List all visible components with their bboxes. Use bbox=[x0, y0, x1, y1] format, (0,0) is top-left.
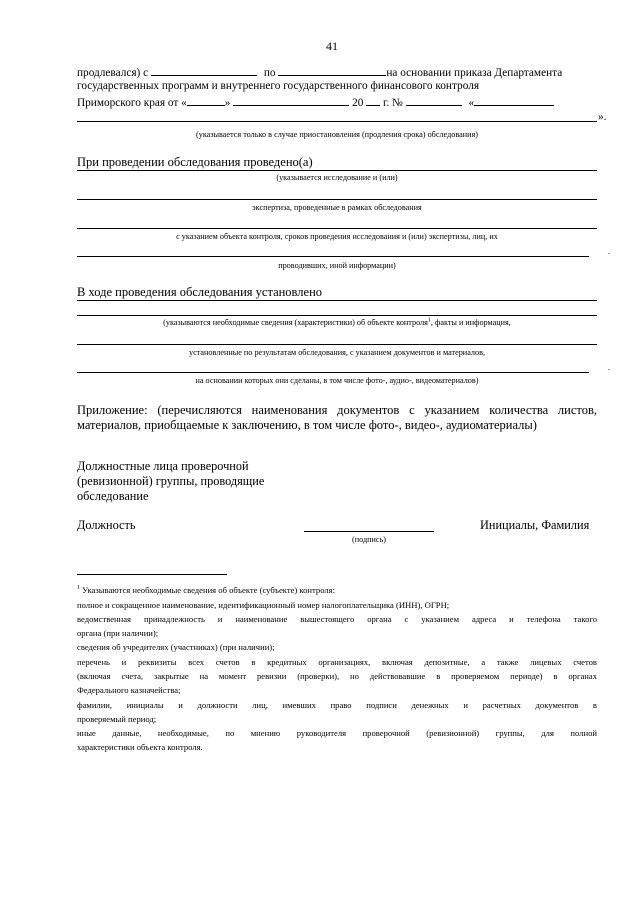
page-number: 41 bbox=[326, 39, 338, 53]
established-line-dot: . bbox=[608, 363, 611, 372]
footnote-item-5-line-2: проверяемый период; bbox=[77, 714, 157, 724]
footnote-item-6-line-1: иные данные, необходимые, по мнению руководителя проверочной (ревизионной) группы, для полной bbox=[77, 728, 597, 738]
signature-line bbox=[304, 531, 434, 532]
footnote-item-6-line-2: характеристики объекта контроля. bbox=[77, 742, 203, 752]
appendix-line-1: Приложение: (перечисляются наименования документов с указанием количества листов, bbox=[77, 403, 597, 417]
intro-line-1 bbox=[77, 64, 562, 80]
established-hint-1 bbox=[77, 318, 597, 328]
intro-to-label: по bbox=[263, 67, 276, 79]
intro-basis-text: на основании приказа Департамента bbox=[386, 67, 563, 79]
position-label: Должность bbox=[77, 518, 136, 532]
order-name-blank bbox=[474, 94, 554, 106]
intro-line-3 bbox=[77, 94, 554, 110]
intro-number-label: г. № bbox=[383, 97, 403, 109]
established-hint-1-text: (указываются необходимые сведения (характеристики) об объекте контроля bbox=[163, 318, 428, 327]
footnote-item-3: сведения об учредителях (участниках) (при наличии); bbox=[77, 642, 275, 652]
footnote-marker: 1 bbox=[77, 585, 80, 592]
established-line-2 bbox=[77, 315, 597, 316]
year-blank bbox=[366, 94, 380, 106]
established-hint-1-tail: , факты и информация, bbox=[430, 318, 511, 327]
footnote-head bbox=[77, 583, 597, 597]
number-blank bbox=[406, 94, 462, 106]
date-from-blank bbox=[151, 64, 257, 76]
suspension-note: (указывается только в случае приостановления (продления срока) обследования) bbox=[196, 130, 478, 139]
conducted-line-dot: . bbox=[608, 247, 611, 256]
footnote-item-4-line-3: Федерального казначейства; bbox=[77, 685, 181, 695]
officials-line-2: (ревизионной) группы, проводящие bbox=[77, 474, 265, 488]
intro-from-label: продлевался) с bbox=[77, 67, 149, 79]
month-blank bbox=[233, 94, 349, 106]
intro-quote-open: « bbox=[468, 97, 475, 109]
intro-quote-close: » bbox=[224, 97, 231, 109]
name-label: Инициалы, Фамилия bbox=[480, 518, 590, 532]
footnote-item-1: полное и сокращенное наименование, идентификационный номер налогоплательщика (ИНН), ОГРН; bbox=[77, 600, 450, 610]
established-line-3 bbox=[77, 344, 597, 345]
conducted-hint-4: проводивших, иной информации) bbox=[278, 261, 396, 270]
footnote-head-text: Указываются необходимые сведения об объекте (субъекте) контроля: bbox=[82, 585, 336, 595]
conducted-line-2 bbox=[77, 199, 597, 200]
conducted-line-3 bbox=[77, 228, 597, 229]
conducted-line-1 bbox=[77, 170, 597, 171]
intro-line-2: государственных программ и внутреннего государственного финансового контроля bbox=[77, 80, 480, 92]
officials-line-3: обследование bbox=[77, 489, 149, 503]
established-line-1 bbox=[77, 300, 597, 301]
footnote-ref: 1 bbox=[427, 317, 431, 324]
conducted-hint-3: с указанием объекта контроля, сроков проведения исследования и (или) экспертизы, лиц, их bbox=[176, 232, 498, 241]
order-name-line bbox=[77, 121, 597, 122]
conducted-hint-2: экспертиза, проведенные в рамках обследования bbox=[252, 203, 422, 212]
footnote-item-2-line-1: ведомственная принадлежность и наименование вышестоящего органа с указанием адреса и телефона такого bbox=[77, 614, 597, 624]
conducted-heading: При проведении обследования проведено(а) bbox=[77, 155, 313, 169]
date-to-blank bbox=[278, 64, 386, 76]
conducted-line-4 bbox=[77, 256, 589, 257]
established-hint-3: на основании которых они сделаны, в том числе фото-, аудио-, видеоматериалов) bbox=[195, 376, 479, 385]
footnote-item-5-line-1: фамилии, инициалы и должности лиц, имевших право подписи денежных и расчетных документов в bbox=[77, 700, 597, 710]
intro-year-label: 20 bbox=[352, 97, 364, 109]
footnote-separator bbox=[77, 574, 227, 575]
footnote-item-4-line-2: (включая счета, закрытые на момент ревизии (проверки), но действовавшие в проверяемом периоде) в органах bbox=[77, 671, 597, 681]
footnote-item-4-line-1: перечень и реквизиты всех счетов в кредитных организациях, включая депозитные, а также лицевых счетов bbox=[77, 657, 597, 667]
established-heading: В ходе проведения обследования установлено bbox=[77, 285, 323, 299]
intro-line-end: ». bbox=[598, 111, 607, 123]
footnote-item-2-line-2: органа (при наличии); bbox=[77, 628, 159, 638]
established-hint-2: установленные по результатам обследования, с указанием документов и материалов, bbox=[188, 348, 485, 357]
established-line-4 bbox=[77, 372, 589, 373]
conducted-hint-1: (указывается исследование и (или) bbox=[276, 173, 398, 182]
day-blank bbox=[187, 94, 225, 106]
signature-hint: (подпись) bbox=[352, 535, 386, 544]
appendix-line-2: материалов, приобщаемые к заключению, в том числе фото-, видео-, аудиоматериалы) bbox=[77, 418, 537, 432]
officials-line-1: Должностные лица проверочной bbox=[77, 459, 249, 473]
intro-region-label: Приморского края от « bbox=[77, 97, 187, 109]
